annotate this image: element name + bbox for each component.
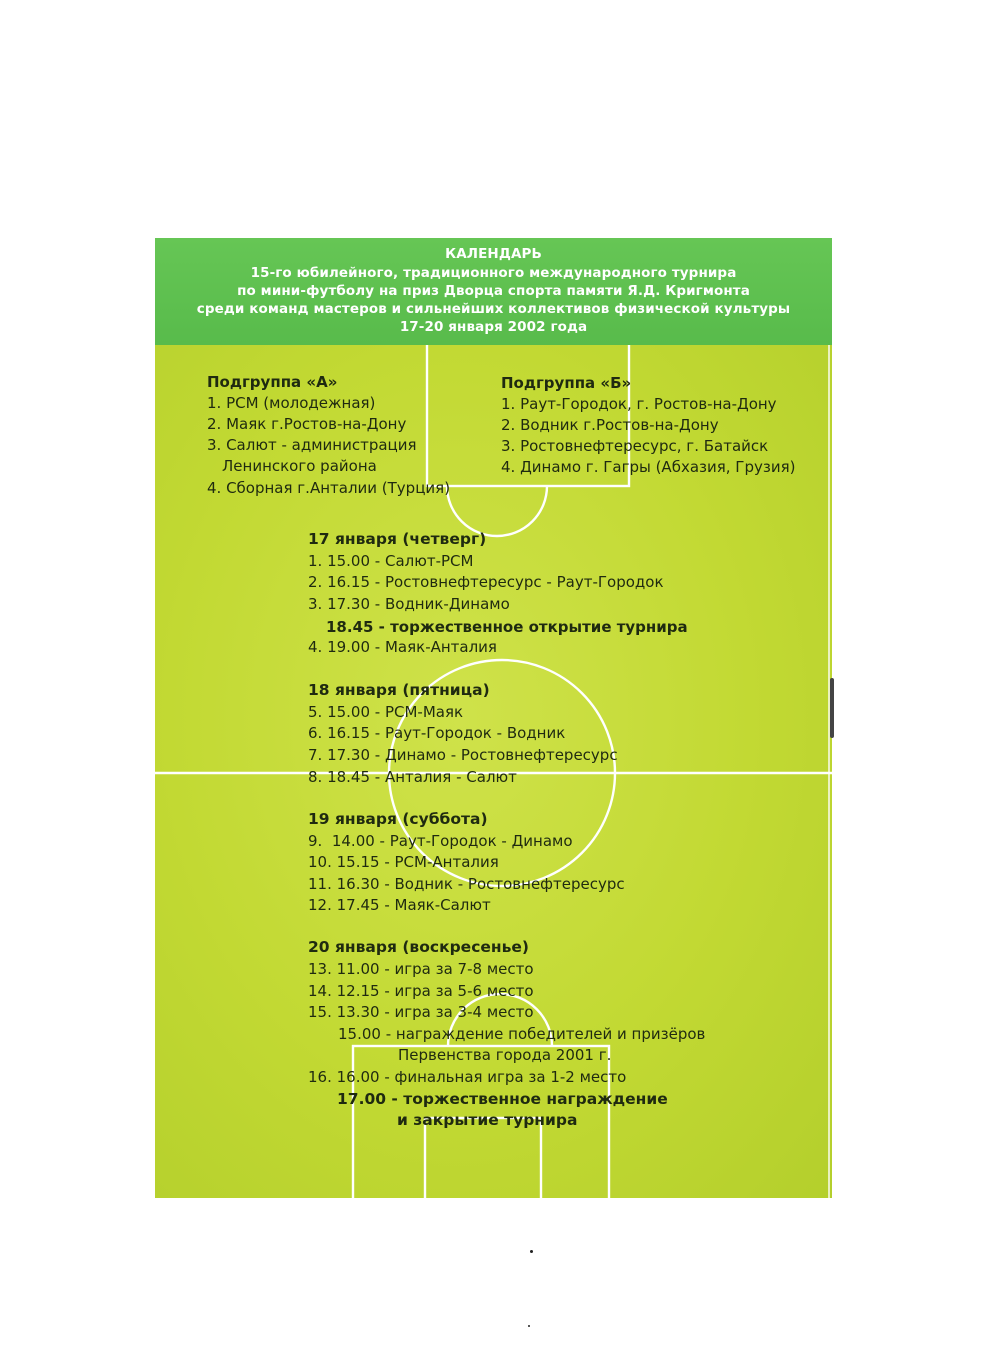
day-title-18: 18 января (пятница): [308, 681, 490, 699]
calendar-title: КАЛЕНДАРЬ: [445, 246, 542, 262]
schedule-line: 1. 15.00 - Салют-РСМ: [308, 552, 474, 570]
schedule-line: 8. 18.45 - Анталия - Салют: [308, 768, 517, 786]
program-page: [155, 238, 832, 1198]
group-b-item: 4. Динамо г. Гагры (Абхазия, Грузия): [501, 458, 796, 476]
header-line-3: среди команд мастеров и сильнейших коллективов физической культуры: [196, 301, 791, 317]
calendar-header: [155, 238, 832, 345]
schedule-line: 13. 11.00 - игра за 7-8 место: [308, 960, 534, 978]
schedule-line: 2. 16.15 - Ростовнефтересурс - Раут-Городок: [308, 573, 664, 591]
schedule-line: 10. 15.15 - РСМ-Анталия: [308, 853, 499, 871]
day-title-17: 17 января (четверг): [308, 530, 487, 548]
scan-dot: [528, 1325, 530, 1327]
group-b-item: 1. Раут-Городок, г. Ростов-на-Дону: [501, 395, 777, 413]
schedule-line: 14. 12.15 - игра за 5-6 место: [308, 982, 534, 1000]
schedule-line: 3. 17.30 - Водник-Динамо: [308, 595, 510, 613]
group-a-item: 2. Маяк г.Ростов-на-Дону: [207, 415, 407, 433]
group-b-item: 2. Водник г.Ростов-на-Дону: [501, 416, 719, 434]
day-title-19: 19 января (суббота): [308, 810, 488, 828]
schedule-line: 16. 16.00 - финальная игра за 1-2 место: [308, 1068, 627, 1086]
header-line-4: 17-20 января 2002 года: [399, 319, 588, 335]
schedule-line: 5. 15.00 - РСМ-Маяк: [308, 703, 464, 721]
schedule-line: 6. 16.15 - Раут-Городок - Водник: [308, 724, 566, 742]
group-a-item: Ленинского района: [222, 457, 377, 475]
schedule-line: 12. 17.45 - Маяк-Салют: [308, 896, 491, 914]
opening-ceremony-line: 18.45 - торжественное открытие турнира: [326, 618, 688, 636]
schedule-line: 7. 17.30 - Динамо - Ростовнефтересурс: [308, 746, 618, 764]
schedule-line: 15. 13.30 - игра за 3-4 место: [308, 1003, 534, 1021]
scan-edge-mark: [830, 678, 834, 738]
group-a-item: 3. Салют - администрация: [207, 436, 417, 454]
closing-ceremony-line: и закрытие турнира: [397, 1111, 578, 1129]
awarding-line: Первенства города 2001 г.: [398, 1046, 612, 1064]
group-a-item: 4. Сборная г.Анталии (Турция): [207, 479, 451, 497]
day-title-20: 20 января (воскресенье): [308, 938, 530, 956]
schedule-line: 4. 19.00 - Маяк-Анталия: [308, 638, 497, 656]
group-a-title: Подгруппа «А»: [207, 373, 338, 391]
schedule-line: 9. 14.00 - Раут-Городок - Динамо: [308, 832, 573, 850]
group-b-item: 3. Ростовнефтересурс, г. Батайск: [501, 437, 769, 455]
scan-dot: [530, 1250, 533, 1253]
closing-ceremony-line: 17.00 - торжественное награждение: [337, 1090, 668, 1108]
group-b-title: Подгруппа «Б»: [501, 374, 632, 392]
group-a-item: 1. РСМ (молодежная): [207, 394, 376, 412]
header-line-2: по мини-футболу на приз Дворца спорта памяти Я.Д. Кригмонта: [237, 283, 750, 299]
header-line-1: 15-го юбилейного, традиционного международного турнира: [250, 265, 737, 281]
awarding-line: 15.00 - награждение победителей и призёров: [338, 1025, 706, 1043]
schedule-line: 11. 16.30 - Водник - Ростовнефтересурс: [308, 875, 625, 893]
